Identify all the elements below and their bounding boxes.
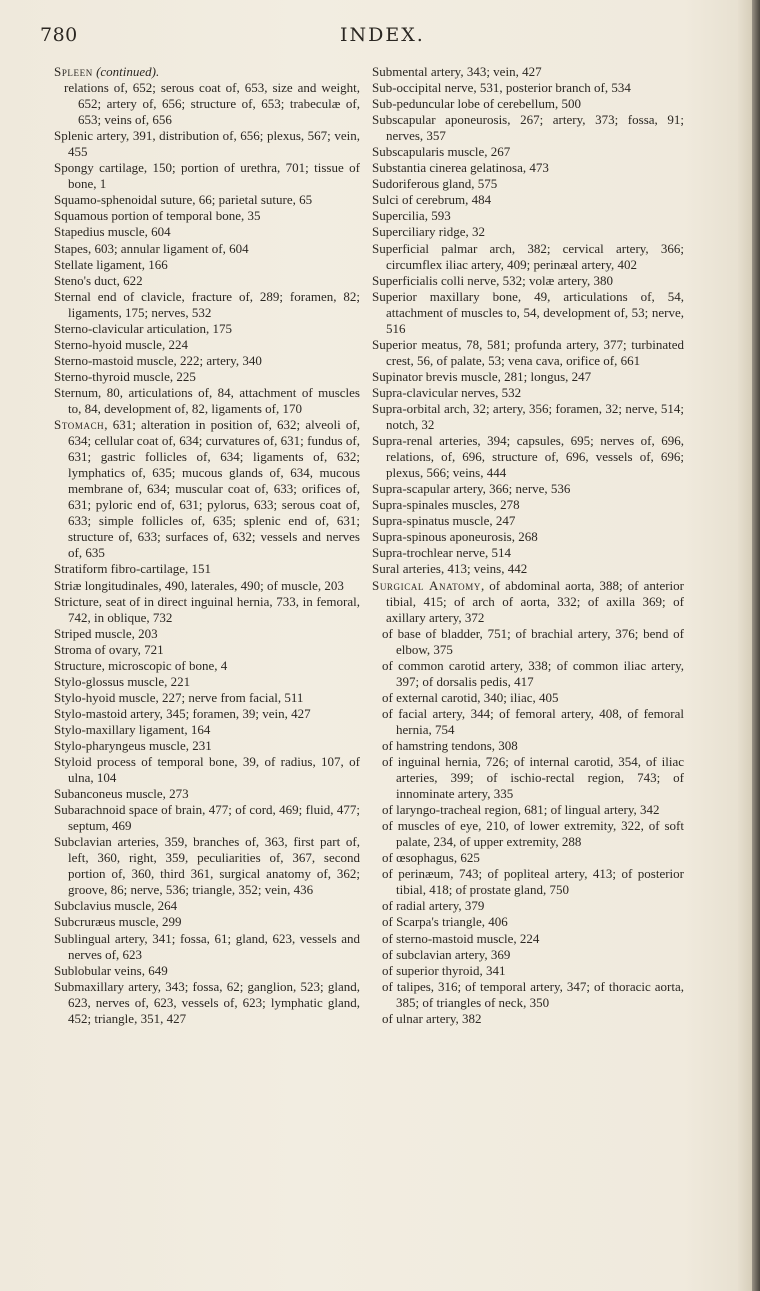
index-entry: Sternum, 80, articulations of, 84, attachment of muscles to, 84, development of, 82, ligaments of, 170 bbox=[54, 384, 360, 416]
index-entry: Sub-peduncular lobe of cerebellum, 500 bbox=[372, 96, 582, 112]
index-entry: Stellate ligament, 166 bbox=[54, 256, 168, 272]
page-header bbox=[40, 24, 730, 54]
index-entry: Sterno-thyroid muscle, 225 bbox=[54, 368, 196, 384]
index-entry: Styloid process of temporal bone, 39, of radius, 107, of ulna, 104 bbox=[54, 754, 360, 786]
index-entry: Sudoriferous gland, 575 bbox=[372, 176, 498, 192]
index-subentry: of œsophagus, 625 bbox=[382, 850, 480, 866]
right-column bbox=[372, 64, 684, 1027]
index-entry: Sural arteries, 413; veins, 442 bbox=[372, 561, 528, 577]
index-entry: Sublingual artery, 341; fossa, 61; gland, 623, vessels and nerves of, 623 bbox=[54, 930, 360, 962]
index-entry: Supercilia, 593 bbox=[372, 208, 451, 224]
index-entry: Spongy cartilage, 150; portion of urethra, 701; tissue of bone, 1 bbox=[54, 160, 360, 192]
index-entry: Subscapularis muscle, 267 bbox=[372, 144, 511, 160]
index-heading-term: Spleen bbox=[54, 64, 93, 79]
index-entry: Striæ longitudinales, 490, laterales, 490; of muscle, 203 bbox=[54, 577, 344, 593]
index-entry: Stricture, seat of in direct inguinal hernia, 733, in femoral, 742, in oblique, 732 bbox=[54, 593, 360, 625]
index-subentry: relations of, 652; serous coat of, 653, size and weight, 652; artery of, 656; structure of, 653; trabeculæ of, 653; veins of, 656 bbox=[64, 80, 360, 128]
index-entry: Sternal end of clavicle, fracture of, 289; foramen, 82; ligaments, 175; nerves, 532 bbox=[54, 288, 360, 320]
index-entry: Stroma of ovary, 721 bbox=[54, 641, 164, 657]
index-entry: Supra-scapular artery, 366; nerve, 536 bbox=[372, 481, 571, 497]
index-entry: Stapedius muscle, 604 bbox=[54, 224, 171, 240]
index-heading-locators: , 631; alteration in position of, 632; alveoli of, 634; cellular coat of, 634; curvatures of, 631; fundus of, 631; gastric follicles of, 634; ligaments of, 632; lymphatics of, 635; mucous glands of, 634, mucous membrane of, 634; muscular coat of, 633; orifices of, 631; pyloric end of, 631; pylorus, 633; serous coat of, 633; simple follicles of, 635; splenic end of, 631; structure of, 633; surfaces of, 632; vessels and nerves of, 635 bbox=[68, 417, 360, 561]
index-subentry: of facial artery, 344; of femoral artery, 408, of femoral hernia, 754 bbox=[382, 705, 684, 737]
index-entry: Superior meatus, 78, 581; profunda artery, 377; turbinated crest, 56, of palate, 53; vena cava, orifice of, 661 bbox=[372, 336, 684, 368]
index-subentry: of Scarpa's triangle, 406 bbox=[382, 914, 508, 930]
index-entry: Subscapular aponeurosis, 267; artery, 373; fossa, 91; nerves, 357 bbox=[372, 112, 684, 144]
page-number: 780 bbox=[40, 24, 78, 46]
index-entry: Splenic artery, 391, distribution of, 656; plexus, 567; vein, 455 bbox=[54, 128, 360, 160]
index-subentry: of superior thyroid, 341 bbox=[382, 962, 506, 978]
index-entry: Stratiform fibro-cartilage, 151 bbox=[54, 561, 212, 577]
index-entry: Steno's duct, 622 bbox=[54, 272, 143, 288]
index-entry: Sterno-clavicular articulation, 175 bbox=[54, 320, 232, 336]
index-entry: Squamo-sphenoidal suture, 66; parietal suture, 65 bbox=[54, 192, 313, 208]
index-heading-locators: (continued). bbox=[92, 64, 160, 79]
index-entry: Supra-orbital arch, 32; artery, 356; foramen, 32; nerve, 514; notch, 32 bbox=[372, 400, 684, 433]
index-entry: Structure, microscopic of bone, 4 bbox=[54, 657, 228, 673]
index-entry: Stylo-mastoid artery, 345; foramen, 39; vein, 427 bbox=[54, 705, 311, 721]
index-entry: Subcruræus muscle, 299 bbox=[54, 914, 182, 930]
index-entry: Subclavius muscle, 264 bbox=[54, 898, 178, 914]
index-entry: Superficial palmar arch, 382; cervical artery, 366; circumflex iliac artery, 409; perinæal artery, 402 bbox=[372, 240, 684, 272]
index-heading-locators: , of abdominal aorta, 388; of anterior tibial, 415; of arch of aorta, 332; of axilla 369; of axillary artery, 372 bbox=[386, 577, 684, 625]
index-entry: Supra-spinales muscles, 278 bbox=[372, 497, 520, 513]
index-entry: Sublobular veins, 649 bbox=[54, 962, 168, 978]
index-entry: Subanconeus muscle, 273 bbox=[54, 786, 189, 802]
index-subentry: of base of bladder, 751; of brachial artery, 376; bend of elbow, 375 bbox=[382, 625, 684, 657]
index-entry: Striped muscle, 203 bbox=[54, 625, 158, 641]
index-entry: Stylo-glossus muscle, 221 bbox=[54, 673, 191, 689]
index-entry: Submental artery, 343; vein, 427 bbox=[372, 64, 542, 79]
index-subentry: of muscles of eye, 210, of lower extremity, 322, of soft palate, 234, of upper extremity, 288 bbox=[382, 818, 684, 850]
index-entry: Substantia cinerea gelatinosa, 473 bbox=[372, 160, 549, 176]
index-entry: Superficialis colli nerve, 532; volæ artery, 380 bbox=[372, 272, 614, 288]
index-entry: Subarachnoid space of brain, 477; of cord, 469; fluid, 477; septum, 469 bbox=[54, 802, 360, 834]
index-entry: Stylo-maxillary ligament, 164 bbox=[54, 721, 211, 737]
index-subentry: of perinæum, 743; of popliteal artery, 413; of posterior tibial, 418; of prostate gland, 750 bbox=[382, 866, 684, 898]
index-heading-entry bbox=[372, 578, 684, 626]
index-subentry: of laryngo-tracheal region, 681; of lingual artery, 342 bbox=[382, 802, 660, 818]
index-entry: Sub-occipital nerve, 531, posterior branch of, 534 bbox=[372, 80, 631, 96]
index-entry: Stapes, 603; annular ligament of, 604 bbox=[54, 240, 249, 256]
index-entry: Sterno-mastoid muscle, 222; artery, 340 bbox=[54, 352, 262, 368]
left-column bbox=[54, 64, 360, 1027]
index-heading-entry bbox=[54, 64, 360, 80]
running-head: INDEX. bbox=[340, 24, 425, 46]
index-entry: Stylo-pharyngeus muscle, 231 bbox=[54, 737, 212, 753]
index-heading-entry bbox=[54, 417, 360, 561]
index-entry: Squamous portion of temporal bone, 35 bbox=[54, 208, 261, 224]
index-entry: Supinator brevis muscle, 281; longus, 247 bbox=[372, 368, 592, 384]
index-entry: Supra-spinatus muscle, 247 bbox=[372, 513, 516, 529]
binding-shadow bbox=[752, 0, 760, 1291]
index-subentry: of inguinal hernia, 726; of internal carotid, 354, of iliac arteries, 399; of ischio-rectal region, 743; of innominate artery, 335 bbox=[382, 754, 684, 802]
index-entry: Supra-clavicular nerves, 532 bbox=[372, 384, 522, 400]
index-subentry: of common carotid artery, 338; of common iliac artery, 397; of dorsalis pedis, 417 bbox=[382, 657, 684, 689]
index-subentry: of talipes, 316; of temporal artery, 347; of thoracic aorta, 385; of triangles of neck, 350 bbox=[382, 978, 684, 1010]
index-entry: Supra-trochlear nerve, 514 bbox=[372, 545, 511, 561]
index-entry: Sulci of cerebrum, 484 bbox=[372, 192, 492, 208]
index-subentry: of external carotid, 340; iliac, 405 bbox=[382, 689, 559, 705]
index-subentry: of subclavian artery, 369 bbox=[382, 946, 511, 962]
index-subentry: of ulnar artery, 382 bbox=[382, 1010, 482, 1026]
index-entry: Subclavian arteries, 359, branches of, 363, first part of, left, 360, right, 359, peculiarities of, 367, second portion of, 360, third 361, surgical anatomy of, 362; groove, 86; nerve, 536; triangle, 352; vein, 436 bbox=[54, 834, 360, 898]
index-entry: Superior maxillary bone, 49, articulations of, 54, attachment of muscles to, 54, development of, 53; nerve, 516 bbox=[372, 288, 684, 336]
index-entry: Supra-spinous aponeurosis, 268 bbox=[372, 529, 538, 545]
index-entry: Sterno-hyoid muscle, 224 bbox=[54, 336, 188, 352]
index-entry: Superciliary ridge, 32 bbox=[372, 224, 485, 240]
index-heading-term: Surgical Anatomy bbox=[372, 577, 481, 593]
index-subentry: of hamstring tendons, 308 bbox=[382, 737, 518, 753]
index-entry: Stylo-hyoid muscle, 227; nerve from facial, 511 bbox=[54, 689, 304, 705]
index-subentry: of sterno-mastoid muscle, 224 bbox=[382, 930, 540, 946]
index-subentry: of radial artery, 379 bbox=[382, 898, 485, 914]
index-heading-term: Stomach bbox=[54, 417, 105, 433]
index-entry: Supra-renal arteries, 394; capsules, 695; nerves of, 696, relations, of, 696, structure of, 696, vessels of, 696; plexus, 566; veins, 444 bbox=[372, 433, 684, 481]
index-entry: Submaxillary artery, 343; fossa, 62; ganglion, 523; gland, 623, nerves of, 623, vessels of, 623; lymphatic gland, 452; triangle, 351, 427 bbox=[54, 978, 360, 1026]
